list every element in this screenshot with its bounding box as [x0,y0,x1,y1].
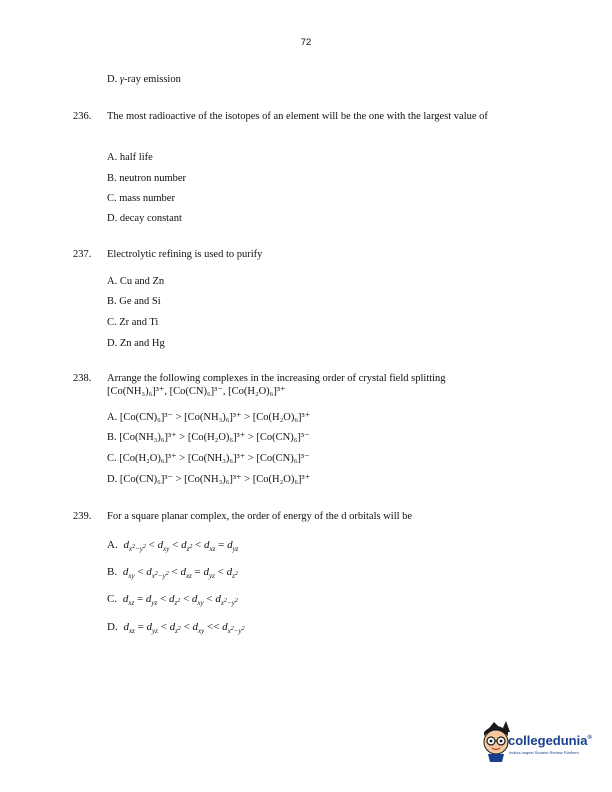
q238-option-a: A. [Co(CN)₆]³⁻ > [Co(NH₃)₆]³⁺ > [Co(H₂O)₆]³⁺ [107,412,311,423]
question-number-238: 238. [73,373,92,384]
q239-option-b: B. $d_{xy} < d_{x^2-y^2} < d_{xz} = d_{yz} < d_{z^2}$ [107,566,238,580]
q237-option-c: C. Zr and Ti [107,317,159,328]
q239-option-d: D. $d_{xz} = d_{yz} < d_{z^2} < d_{xy} << d_{x^2-y^2}$ [107,621,245,635]
question-number-237: 237. [73,249,92,260]
logo-wordmark: collegedunia® [508,733,592,748]
logo-tagline: India's largest Student Review Platform [509,750,579,755]
question-text-239: For a square planar complex, the order of energy of the d orbitals will be [107,511,413,522]
page-number: 72 [300,37,312,48]
q239-option-c: C. $d_{xz} = d_{yz} < d_{z^2} < d_{xy} < d_{x^2-y^2}$ [107,593,238,607]
q236-option-a: A. half life [107,152,153,163]
q238-complex-list: [Co(NH₃)₆]³⁺, [Co(CN)₆]³⁻, [Co(H₂O)₆]³⁺ [107,386,286,397]
q238-option-b: B. [Co(NH₃)₆]³⁺ > [Co(H₂O)₆]³⁺ > [Co(CN)₆]³⁻ [107,432,310,443]
q238-option-c: C. [Co(H₂O)₆]³⁺ > [Co(NH₃)₆]³⁺ > [Co(CN)₆]³⁻ [107,453,310,464]
q237-option-d: D. Zn and Hg [107,338,165,349]
prev-option-d: D. γ-ray emission [107,74,181,85]
q237-option-b: B. Ge and Si [107,296,161,307]
complex-nh3: [Co(NH₃)₆]³⁺ [107,386,165,397]
q239-option-a: A. $d_{x^2-y^2} < d_{xy} < d_{z^2} < d_{xz} = d_{yz}$ [107,539,239,553]
q238-option-d: D. [Co(CN)₆]³⁻ > [Co(NH₃)₆]³⁺ > [Co(H₂O)₆]³⁺ [107,474,311,485]
question-text-237: Electrolytic refining is used to purify [107,249,263,260]
question-number-239: 239. [73,511,92,522]
q236-option-b: B. neutron number [107,173,187,184]
question-number-236: 236. [73,111,92,122]
complex-h2o: [Co(H₂O)₆]³⁺ [228,386,286,397]
q236-option-d: D. decay constant [107,213,182,224]
complex-cn: [Co(CN)₆]³⁻ [169,386,223,397]
question-text-236: The most radioactive of the isotopes of an element will be the one with the largest value of [107,111,488,122]
q236-option-c: C. mass number [107,193,175,204]
q237-option-a: A. Cu and Zn [107,276,165,287]
question-text-238: Arrange the following complexes in the increasing order of crystal field splitting [107,373,446,384]
